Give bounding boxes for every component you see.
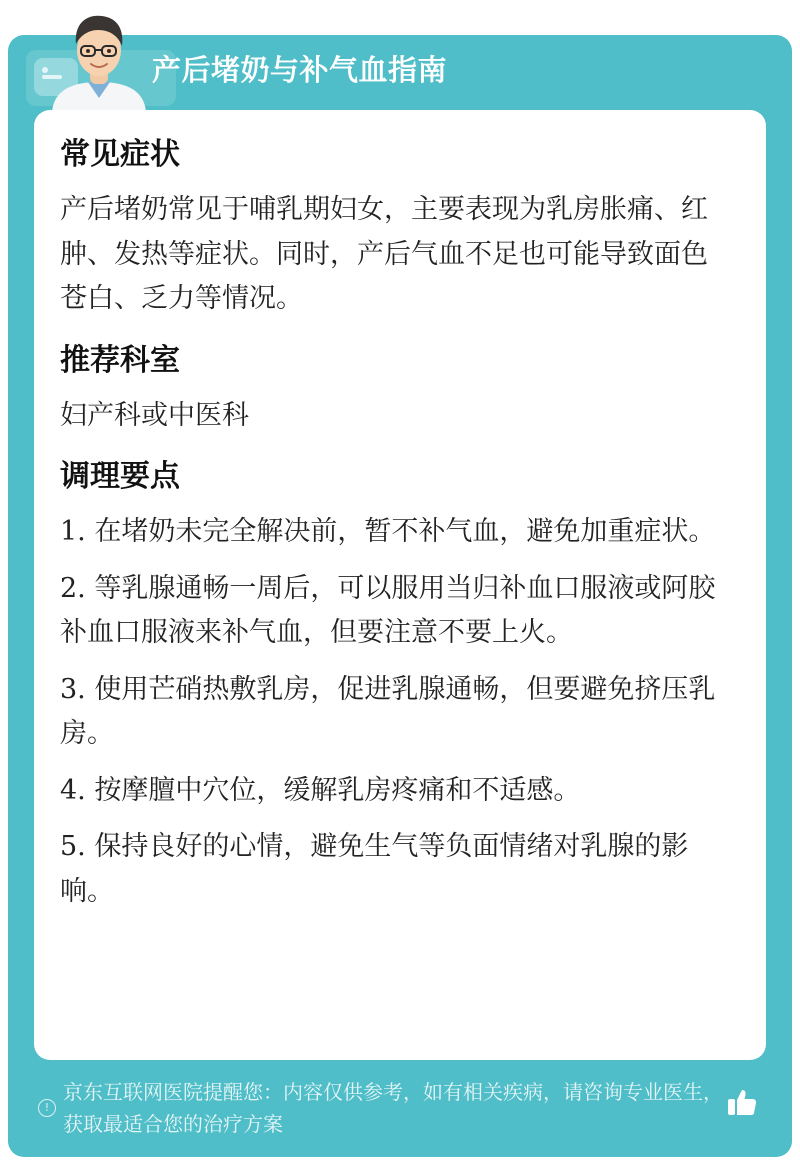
list-item: [60, 825, 732, 914]
department-heading: 推荐科室: [60, 342, 180, 378]
content-body: [60, 130, 732, 926]
list-text: 保持良好的心情，避免生气等负面情绪对乳腺的影响。: [60, 831, 689, 907]
thumbs-up-icon[interactable]: [726, 1086, 758, 1118]
disclaimer: [36, 1076, 736, 1140]
page-title: 产后堵奶与补气血指南: [152, 53, 448, 87]
tips-heading: 调理要点: [60, 459, 180, 494]
list-number: 4.: [60, 774, 86, 806]
list-number: 3.: [60, 673, 86, 705]
department-text: 妇产科或中医科: [60, 399, 249, 431]
symptoms-text: 产后堵奶常见于哺乳期妇女，主要表现为乳房胀痛、红肿、发热等症状。同时，产后气血不足也可能导致面色苍白、乏力等情况。: [60, 194, 708, 314]
list-number: 1.: [60, 516, 86, 547]
list-item: [60, 510, 732, 555]
info-icon: !: [38, 1099, 56, 1117]
list-number: 5.: [60, 831, 86, 862]
doctor-avatar: [44, 6, 154, 112]
symptoms-heading: 常见症状: [60, 137, 180, 172]
list-text: 使用芒硝热敷乳房，促进乳腺通畅，但要避免挤压乳房。: [60, 673, 716, 749]
list-item: [60, 769, 732, 814]
list-text: 按摩膻中穴位，缓解乳房疼痛和不适感。: [94, 774, 581, 806]
list-item: [60, 567, 732, 656]
list-text: 在堵奶未完全解决前，暂不补气血，避免加重症状。: [94, 516, 716, 547]
disclaimer-text: 京东互联网医院提醒您：内容仅供参考，如有相关疾病，请咨询专业医生，获取最适合您的治疗方案: [63, 1080, 723, 1136]
list-text: 等乳腺通畅一周后，可以服用当归补血口服液或阿胶补血口服液来补气血，但要注意不要上火。: [60, 572, 716, 648]
list-item: [60, 668, 732, 757]
list-number: 2.: [60, 572, 86, 604]
